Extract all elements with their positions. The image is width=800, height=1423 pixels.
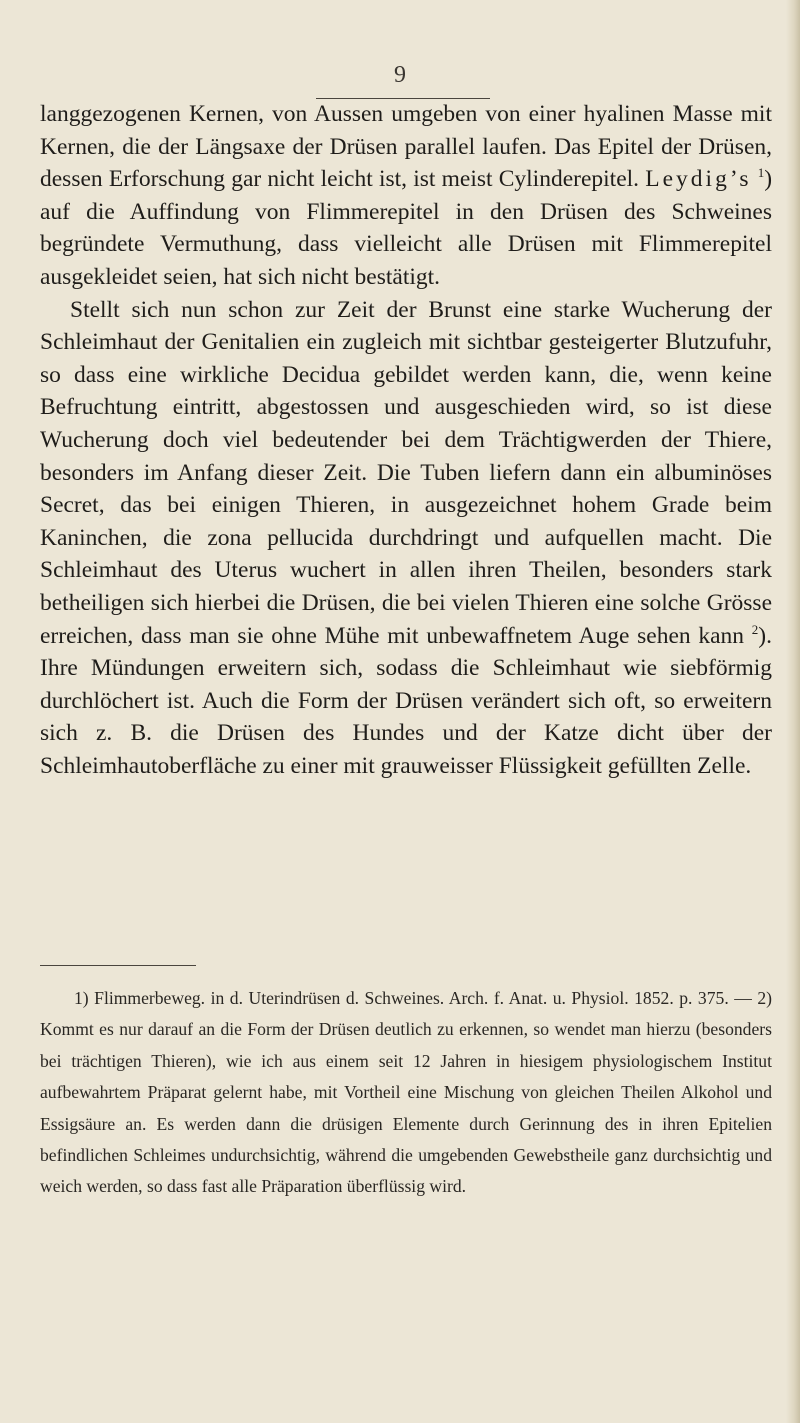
footnotes: 1) Flimmerbeweg. in d. Uterindrüsen d. Schweines. Arch. f. Anat. u. Physiol. 1852. p. 375. — 2) Kommt es nur darauf an die Form der Drüsen deutlich zu erkennen, so wendet man hierzu (besonders bei trächtigen Thieren), wie ich aus einem seit 12 Jahren in hiesigem physiologischem Institut aufbewahrtem Präparat gelernt habe, mit Vortheil eine Mischung von gleichen Theilen Alkohol und Essigsäure an. Es werden dann die drüsigen Elemente durch Gerinnung des in ihren Epitelien befindlichen Schleimes undurchsichtig, während die umgebenden Gewebstheile ganz durchsichtig und weich werden, so dass fast alle Präparation überflüssig wird. [40,988,772,1197]
author-name: Leydig’s [645,166,752,193]
paragraph-1-text: langgezogenen Kernen, von Aussen umgeben von einer hyalinen Masse mit Kernen, die der Längsaxe der Drüsen parallel laufen. Das Epitel der Drüsen, dessen Erforschung gar nicht leicht ist, ist meist Cylinderepitel. [40,101,772,193]
footnote-ref-1: 1 [757,165,765,181]
paragraph-2-continued: ). Ihre Mündungen erweitern sich, sodass die Schleimhaut wie siebförmig durchlöchert ist. Auch die Form der Drüsen verändert sich oft, so erweitern sich z. B. die Drüsen des Hundes und der Katze dicht über der Schleimhautoberfläche zu einer mit grauweisser Flüssigkeit gefüllten Zelle. [40,622,772,779]
paragraph-1 [40,98,772,294]
page-edge-shadow [786,0,800,1423]
paragraph-1-continued: ) auf die Auffindung von Flimmerepitel in den Drüsen des Schweines begründete Vermuthung, dass vielleicht alle Drüsen mit Flimmerepitel ausgekleidet seien, hat sich nicht bestätigt. [40,166,773,290]
paragraph-2-text: Stellt sich nun schon zur Zeit der Brunst eine starke Wucherung der Schleimhaut der Genitalien ein zugleich mit sichtbar gesteigerter Blutzufuhr, so dass eine wirkliche Decidua gebildet werden kann, die, wenn keine Befruchtung eintritt, abgestossen und ausgeschieden wird, so ist diese Wucherung doch viel bedeutender bei dem Trächtigwerden der Thiere, besonders im Anfang dieser Zeit. Die Tuben liefern dann ein albuminöses Secret, das bei einigen Thieren, in ausgezeichnet hohem Grade beim Kaninchen, die zona pellucida durchdringt und aufquellen macht. Die Schleimhaut des Uterus wuchert in allen ihren Theilen, besonders stark betheiligen sich hierbei die Drüsen, die bei vielen Thieren eine solche Grösse erreichen, dass man sie ohne Mühe mit unbewaffnetem Auge sehen kann [40,296,772,649]
paragraph-2 [40,294,772,783]
footnote-ref-2: 2 [751,621,759,637]
footnote-rule [40,965,196,966]
page-number: 9 [394,62,406,88]
body-text [40,98,772,782]
